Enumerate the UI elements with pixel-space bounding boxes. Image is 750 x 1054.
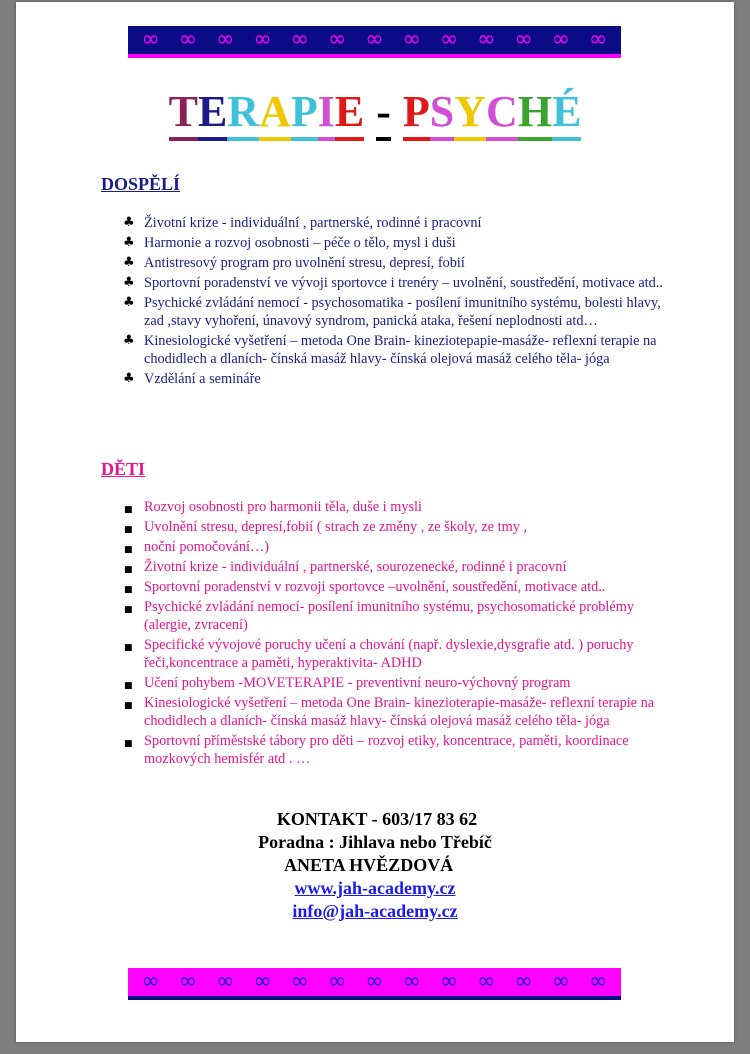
infinity-symbol: ∞ [551, 969, 571, 994]
infinity-symbol: ∞ [216, 969, 235, 994]
list-item-text: Kinesiologické vyšetření – metoda One Brain- kinezioterapie-masáže- reflexní terapie na chodidlech a dlaních- čínská masáž hlavy- čínská olejová masáž celého těla- jóga [144, 695, 655, 729]
list-item-text: Psychické zvládání nemocí- posílení imunitního systému, psychosomatické problémy (alergie, zvracení) [144, 599, 634, 633]
infinity-symbol: ∞ [327, 969, 347, 994]
infinity-symbol: ∞ [141, 27, 160, 52]
infinity-symbol: ∞ [589, 27, 608, 52]
title-letter: S [430, 90, 454, 141]
infinity-symbol: ∞ [439, 969, 459, 994]
list-item-text: Specifické vývojové poruchy učení a chování (např. dyslexie,dysgrafie atd. ) poruchy řeči,koncentrace a paměti, hyperaktivita- ADHD [144, 637, 634, 671]
bullet-icon: ■ [124, 585, 133, 595]
infinity-symbol: ∞ [514, 27, 533, 52]
list-item [124, 578, 664, 596]
bullet-icon: ■ [124, 505, 133, 515]
list-item [124, 636, 664, 672]
infinity-symbol: ∞ [216, 27, 235, 52]
title-letter: É [552, 90, 581, 141]
title-letter: E [335, 90, 364, 141]
title-letter: I [318, 90, 335, 141]
infinity-symbol: ∞ [402, 969, 421, 994]
bullet-icon: ♣ [123, 295, 135, 310]
list-item [123, 214, 664, 232]
contact-block [16, 808, 734, 923]
bullet-icon: ■ [124, 565, 133, 575]
bullet-icon: ■ [124, 681, 133, 691]
list-item [123, 274, 664, 292]
infinity-symbol: ∞ [402, 27, 421, 52]
kids-list [124, 498, 664, 770]
list-item [124, 732, 664, 768]
list-item [124, 598, 664, 634]
title-letter: A [259, 90, 291, 141]
list-item [124, 518, 664, 536]
infinity-symbol: ∞ [178, 969, 198, 994]
contact-office: Poradna : Jihlava nebo Třebíč [258, 832, 492, 852]
list-item [123, 294, 664, 330]
bullet-icon: ♣ [123, 275, 135, 290]
page-title [16, 87, 734, 141]
list-item [123, 370, 664, 388]
infinity-symbol: ∞ [290, 969, 309, 994]
list-item [124, 558, 664, 576]
infinity-symbol: ∞ [514, 969, 533, 994]
list-item-text: Kinesiologické vyšetření – metoda One Brain- kineziotерapie-masáže- reflexní terapie na chodidlech a dlaních- čínská masáž hlavy- čínská olejová masáž celého těla- jóga [144, 333, 657, 367]
list-item [123, 254, 664, 272]
kids-heading: DĚTI [101, 459, 146, 479]
bullet-icon: ■ [124, 739, 133, 749]
infinity-symbol: ∞ [365, 969, 384, 994]
list-item-text: Sportovní příměstské tábory pro děti – rozvoj etiky, koncentrace, paměti, koordinace mozkových hemisfér atd . … [144, 733, 629, 767]
infinity-symbol: ∞ [589, 969, 608, 994]
list-item-text: Sportovní poradenství ve vývoji sportovce i trenéry – uvolnění, soustředění, motivace atd.. [144, 275, 663, 291]
infinity-symbol: ∞ [551, 27, 571, 52]
list-item-text: Vzdělání a semináře [144, 371, 261, 387]
title-letter: P [403, 90, 430, 141]
bullet-icon: ♣ [123, 235, 135, 250]
list-item-text: Psychické zvládání nemocí - psychosomatika - posílení imunitního systému, bolesti hlavy, zad ,stavy vyhoření, únavový syndrom, panická ataka, řešení neplodnosti atd… [144, 295, 661, 329]
infinity-symbol: ∞ [253, 969, 272, 994]
list-item-text: noční pomočování…) [144, 539, 270, 555]
infinity-symbol: ∞ [439, 27, 459, 52]
list-item [124, 538, 664, 556]
bullet-icon: ♣ [123, 255, 135, 270]
top-infinity-band [128, 26, 621, 58]
title-letter: C [486, 90, 518, 141]
list-item-text: Učení pohybem -MOVETERAPIE - preventivní neuro-výchovný program [144, 675, 571, 691]
title-letter: E [198, 90, 227, 141]
infinity-symbol: ∞ [477, 969, 496, 994]
infinity-symbol: ∞ [141, 969, 160, 994]
title-letter: Y [454, 90, 486, 141]
infinity-symbol: ∞ [253, 27, 272, 52]
bullet-icon: ■ [124, 525, 133, 535]
title-letter: H [518, 90, 552, 141]
bullet-icon: ♣ [123, 215, 135, 230]
list-item [124, 674, 664, 692]
list-item-text: Životní krize - individuální , partnerské, sourozenecké, rodinné i pracovní [144, 559, 567, 575]
list-item [124, 694, 664, 730]
list-item [124, 498, 664, 516]
title-letter: P [291, 90, 318, 141]
infinity-symbol: ∞ [290, 27, 309, 52]
adults-heading: DOSPĚLÍ [101, 174, 181, 194]
list-item-text: Sportovní poradenství v rozvoji sportovce –uvolnění, soustředění, motivace atd.. [144, 579, 606, 595]
contact-name: ANETA HVĚZDOVÁ [284, 855, 454, 875]
bottom-infinity-band [128, 968, 621, 1000]
bullet-icon: ■ [124, 643, 133, 653]
adults-list [123, 214, 664, 390]
bullet-icon: ■ [124, 701, 133, 711]
title-letter: - [376, 90, 391, 141]
list-item-text: Životní krize - individuální , partnerské, rodinné i pracovní [144, 215, 482, 231]
bullet-icon: ■ [124, 605, 133, 615]
infinity-symbol: ∞ [365, 27, 384, 52]
infinity-symbol: ∞ [178, 27, 198, 52]
list-item-text: Uvolnění stresu, depresí,fobií ( strach ze změny , ze školy, ze tmy , [144, 519, 527, 535]
bullet-icon: ♣ [123, 333, 135, 348]
website-link[interactable]: www.jah-academy.cz [294, 878, 456, 898]
list-item [123, 234, 664, 252]
title-letter: T [169, 90, 198, 141]
list-item-text: Rozvoj osobnosti pro harmonii těla, duše i mysli [144, 499, 422, 515]
email-link[interactable]: info@jah-academy.cz [292, 901, 458, 921]
contact-phone: KONTAKT - 603/17 83 62 [276, 809, 478, 829]
title-letter: R [227, 90, 259, 141]
list-item-text: Antistresový program pro uvolnění stresu, depresí, fobií [144, 255, 465, 271]
list-item [123, 332, 664, 368]
document-page [16, 2, 734, 1042]
infinity-symbol: ∞ [477, 27, 496, 52]
bullet-icon: ■ [124, 545, 133, 555]
infinity-symbol: ∞ [327, 27, 347, 52]
list-item-text: Harmonie a rozvoj osobnosti – péče o tělo, mysl i duši [144, 235, 456, 251]
bullet-icon: ♣ [123, 371, 135, 386]
